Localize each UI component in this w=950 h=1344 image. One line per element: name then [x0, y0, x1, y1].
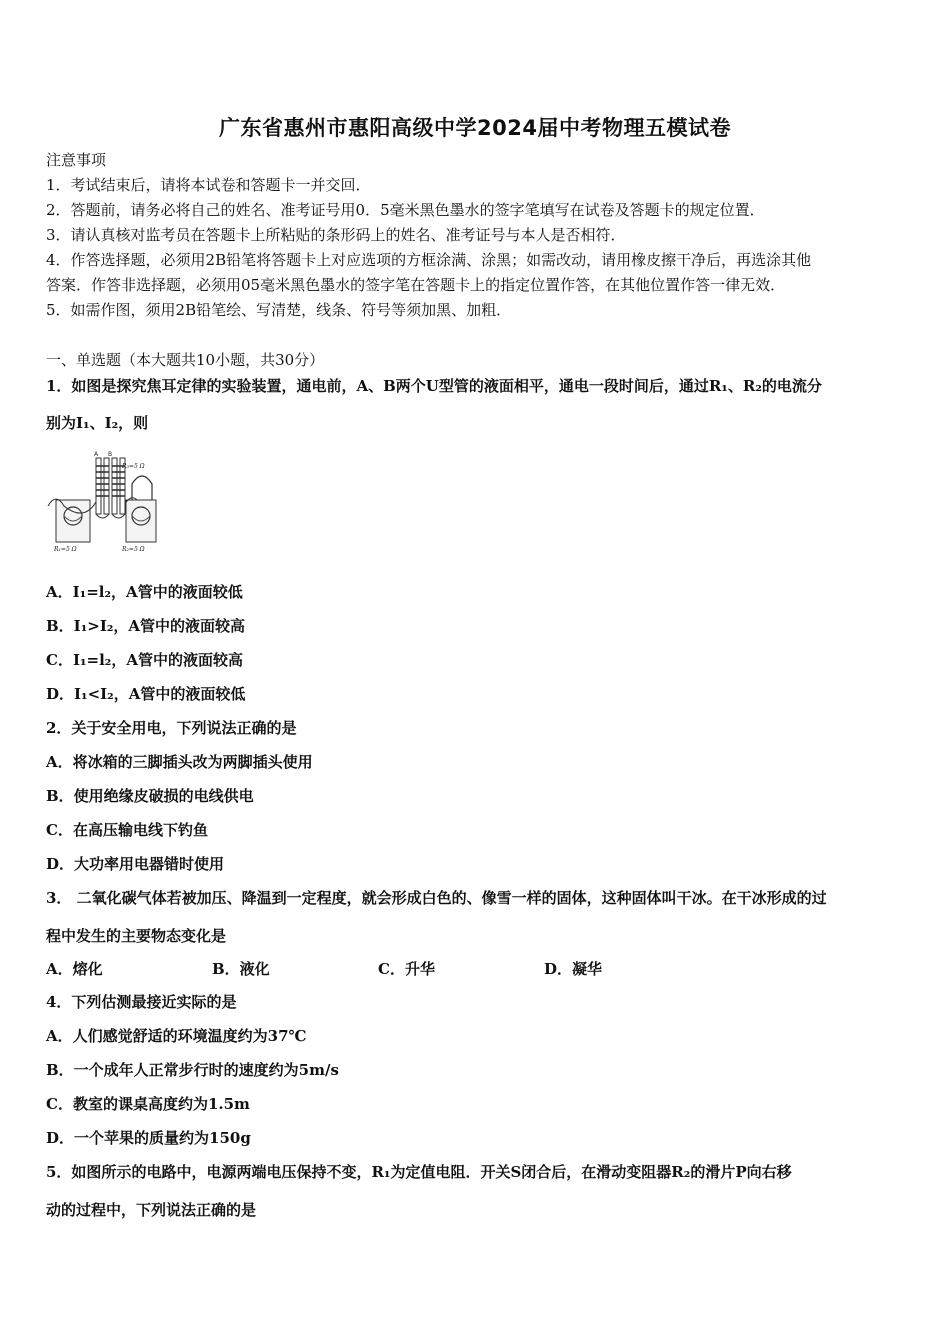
section-heading: 一、单选题（本大题共10小题，共30分）	[46, 351, 325, 369]
question-1-option: A．I₁=l₂，A管中的液面较低	[46, 583, 243, 601]
figure-label-r2: R₂=5 Ω	[122, 546, 145, 553]
question-2-option: C．在高压输电线下钓鱼	[46, 821, 208, 839]
question-4-option: D．一个苹果的质量约为150g	[46, 1129, 251, 1147]
question-5-stem-cont: 动的过程中，下列说法正确的是	[46, 1201, 257, 1219]
notice-item: 1．考试结束后，请将本试卷和答题卡一并交回．	[46, 176, 371, 194]
question-3-stem: 3． 二氧化碳气体若被加压、降温到一定程度，就会形成白色的、像雪一样的固体，这种固体叫干冰。在干冰形成的过	[46, 889, 827, 907]
question-3-options	[46, 958, 710, 979]
question-3-stem-cont: 程中发生的主要物态变化是	[46, 927, 227, 945]
figure-label-r3: R₃=5 Ω	[122, 463, 145, 470]
figure-label-b: B	[108, 451, 113, 458]
figure-label-a: A	[94, 451, 99, 458]
notice-heading: 注意事项	[46, 151, 107, 169]
question-3-option: A．熔化	[46, 960, 103, 978]
question-4-stem: 4．下列估测最接近实际的是	[46, 993, 237, 1011]
notice-item: 2．答题前，请务必将自己的姓名、准考证号用0．5毫米黑色墨水的签字笔填写在试卷及答题卡的规定位置．	[46, 201, 765, 219]
notice-item: 5．如需作图，须用2B铅笔绘、写清楚，线条、符号等须加黑、加粗．	[46, 301, 512, 319]
question-3-option: D．凝华	[544, 960, 603, 978]
question-4-option: B．一个成年人正常步行时的速度约为5m/s	[46, 1061, 339, 1079]
question-4-option: C．教室的课桌高度约为1.5m	[46, 1095, 250, 1113]
question-1-option: D．I₁<I₂，A管中的液面较低	[46, 685, 246, 703]
question-2-option: B．使用绝缘皮破损的电线供电	[46, 787, 254, 805]
question-5-stem: 5．如图所示的电路中，电源两端电压保持不变，R₁为定值电阻．开关S闭合后，在滑动变阻器R₂的滑片P向右移	[46, 1163, 792, 1181]
notice-item: 3．请认真核对监考员在答题卡上所粘贴的条形码上的姓名、准考证号与本人是否相符．	[46, 226, 626, 244]
question-1-stem: 1．如图是探究焦耳定律的实验装置，通电前，A、B两个U型管的液面相平，通电一段时间后，通过R₁、R₂的电流分	[46, 377, 822, 395]
question-3-option: B．液化	[212, 960, 270, 978]
question-2-option: D．大功率用电器错时使用	[46, 855, 225, 873]
question-3-option: C．升华	[378, 960, 435, 978]
joule-law-apparatus-figure	[46, 444, 160, 556]
notice-item: 4．作答选择题，必须用2B铅笔将答题卡上对应选项的方框涂满、涂黑；如需改动，请用橡皮擦干净后，再选涂其他	[46, 251, 812, 269]
question-1-option: C．I₁=l₂，A管中的液面较高	[46, 651, 244, 669]
question-2-stem: 2．关于安全用电，下列说法正确的是	[46, 719, 297, 737]
question-1-option: B．I₁>I₂，A管中的液面较高	[46, 617, 246, 635]
page-title: 广东省惠州市惠阳高级中学2024届中考物理五模试卷	[219, 116, 731, 140]
question-2-option: A．将冰箱的三脚插头改为两脚插头使用	[46, 753, 313, 771]
figure-label-r1: R₁=5 Ω	[54, 546, 77, 553]
question-1-stem-cont: 别为I₁、I₂，则	[46, 414, 149, 432]
notice-item: 答案．作答非选择题，必须用05毫米黑色墨水的签字笔在答题卡上的指定位置作答，在其他位置作答一律无效．	[46, 276, 786, 294]
question-4-option: A．人们感觉舒适的环境温度约为37℃	[46, 1027, 307, 1045]
